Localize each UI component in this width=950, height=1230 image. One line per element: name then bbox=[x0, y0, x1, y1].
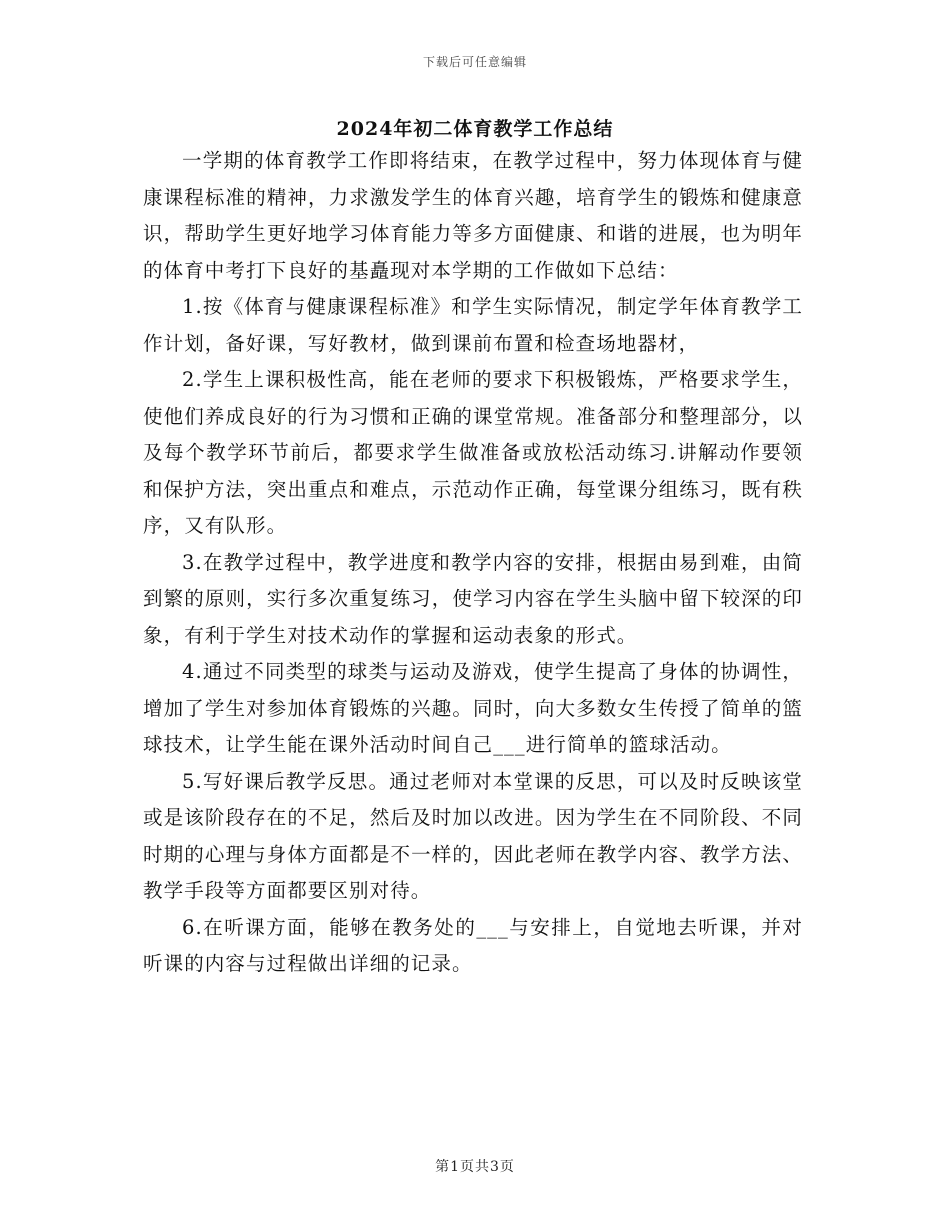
paragraph-item-3: 3.在教学过程中，教学进度和教学内容的安排，根据由易到难，由简到繁的原则，实行多次重复练习，使学习内容在学生头脑中留下较深的印象，有利于学生对技术动作的掌握和运动表象的形式。 bbox=[143, 550, 803, 647]
paragraph-item-2: 2.学生上课积极性高，能在老师的要求下积极锻炼，严格要求学生，使他们养成良好的行为习惯和正确的课堂常规。准备部分和整理部分，以及每个教学环节前后，都要求学生做准备或放松活动练习.讲解动作要领和保护方法，突出重点和难点，示范动作正确，每堂课分组练习，既有秩序，又有队形。 bbox=[143, 368, 803, 537]
paragraph-item-5: 5.写好课后教学反思。通过老师对本堂课的反思，可以及时反映该堂或是该阶段存在的不足，然后及时加以改进。因为学生在不同阶段、不同时期的心理与身体方面都是不一样的，因此老师在教学内容、教学方法、教学手段等方面都要区别对待。 bbox=[143, 769, 803, 902]
paragraph-item-4: 4.通过不同类型的球类与运动及游戏，使学生提高了身体的协调性，增加了学生对参加体育锻炼的兴趣。同时，向大多数女生传授了简单的篮球技术，让学生能在课外活动时间自己___进行简单的篮球活动。 bbox=[143, 660, 803, 756]
page-number: 第1页共3页 bbox=[435, 1159, 515, 1175]
document-body bbox=[143, 143, 803, 983]
paragraph-item-6: 6.在听课方面，能够在教务处的___与安排上，自觉地去听课，并对听课的内容与过程做出详细的记录。 bbox=[143, 915, 803, 975]
page-header-note: 下载后可任意编辑 bbox=[422, 55, 527, 69]
paragraph-item-1: 1.按《体育与健康课程标准》和学生实际情况，制定学年体育教学工作计划，备好课，写好教材，做到课前布置和检查场地器材， bbox=[143, 295, 803, 355]
paragraph-intro: 一学期的体育教学工作即将结束，在教学过程中，努力体现体育与健康课程标准的精神，力求激发学生的体育兴趣，培育学生的锻炼和健康意识，帮助学生更好地学习体育能力等多方面健康、和谐的进展，也为明年的体育中考打下良好的基矗现对本学期的工作做如下总结： bbox=[143, 149, 803, 282]
document-title: 2024年初二体育教学工作总结 bbox=[336, 118, 614, 140]
